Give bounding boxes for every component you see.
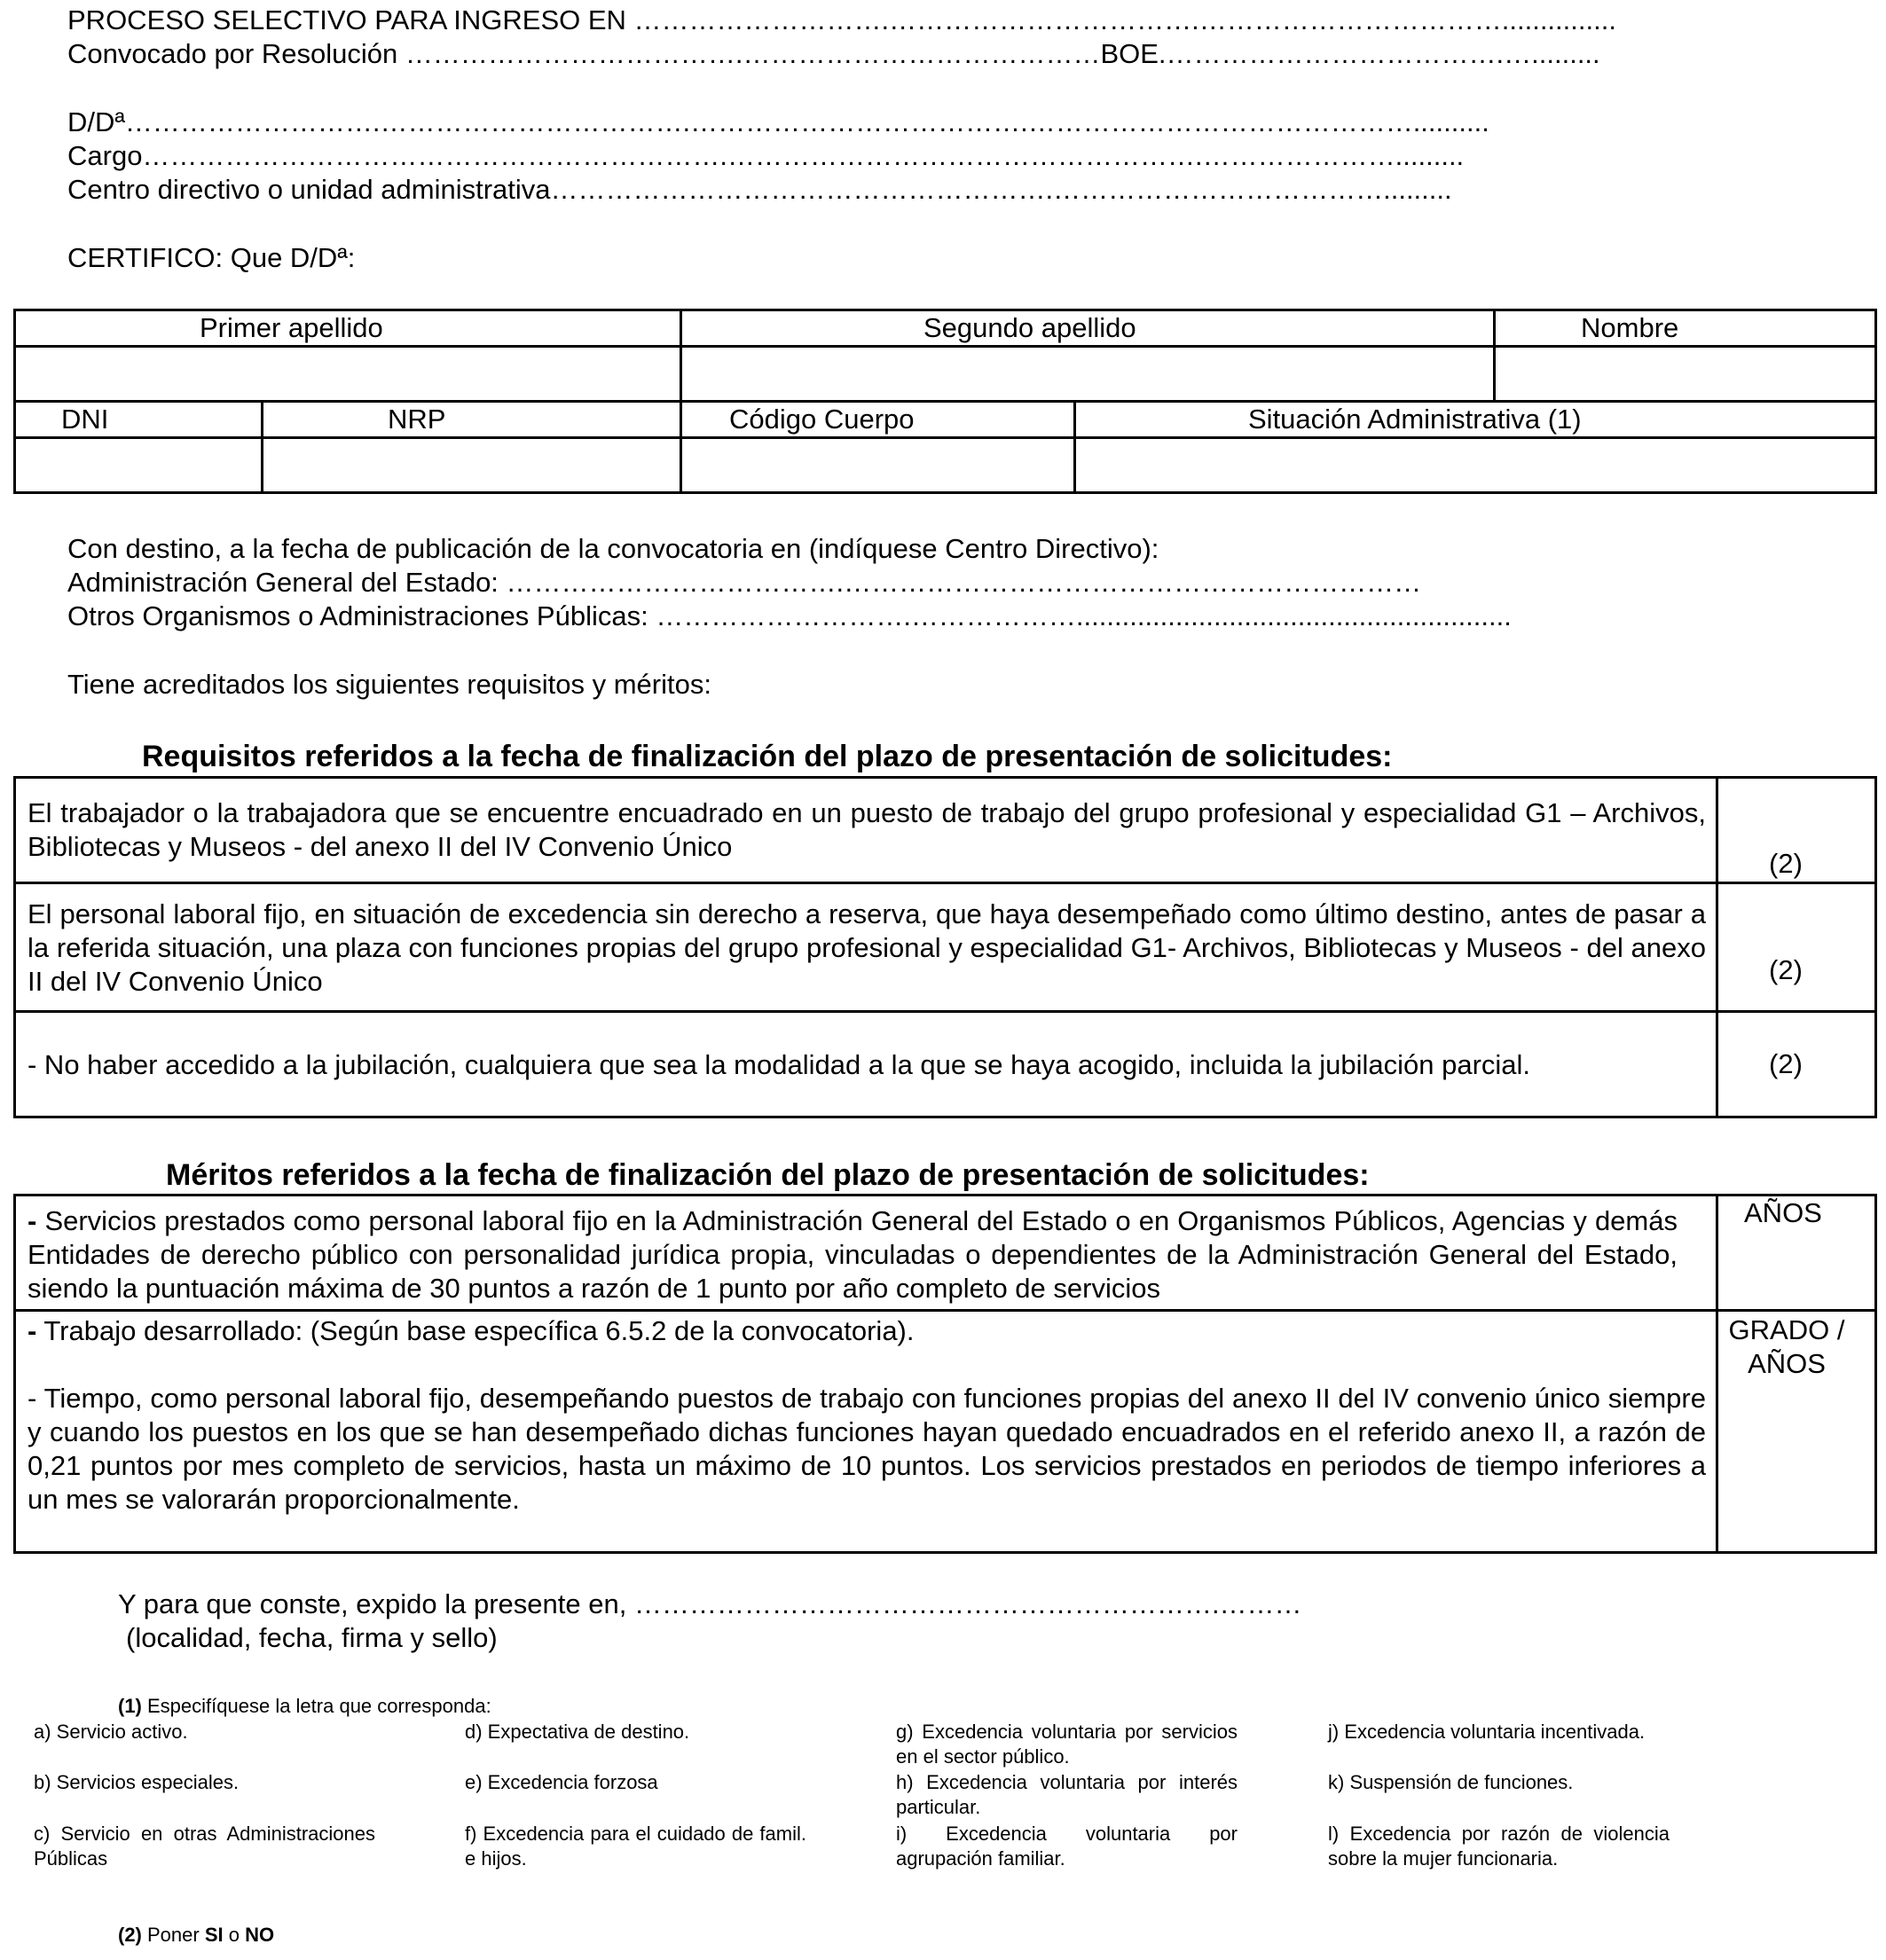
footnote-number: (2) bbox=[118, 1924, 142, 1946]
requisito-text: El personal laboral fijo, en situación de excedencia sin derecho a reserva, que haya desempeñado como último destino, antes de pasar a la referida situación, una plaza con funciones propias del grupo profesional y especialidad G1- Archivos, Bibliotecas y Museos - del anexo II del IV Convenio Único bbox=[28, 898, 1706, 997]
footnote-1 bbox=[118, 1694, 491, 1719]
merito-trabajo-text: Trabajo desarrollado: (Según base específica 6.5.2 de la convocatoria). bbox=[43, 1315, 915, 1346]
table-rule bbox=[13, 400, 1877, 403]
merito-trabajo bbox=[28, 1314, 1706, 1348]
closing-line: Y para que conste, expido la presente en, ……………………………………………………….……… bbox=[118, 1588, 1302, 1619]
primer-apellido-header: Primer apellido bbox=[200, 312, 383, 343]
situacion-option: b) Servicios especiales. bbox=[34, 1771, 240, 1793]
table-rule bbox=[1716, 1194, 1718, 1554]
table-rule bbox=[1716, 776, 1718, 1118]
situacion-option: h) Excedencia voluntaria por interés particular. bbox=[896, 1771, 1238, 1818]
dda-line: D/Dª……………………….…………………………….……………………………….…………………………………….......... bbox=[67, 106, 1489, 137]
situacion-option: d) Expectativa de destino. bbox=[465, 1721, 690, 1743]
destino-otros: Otros Organismos o Administraciones Públicas: ……………………….………………......................................................... bbox=[67, 600, 1512, 631]
table-rule bbox=[1493, 309, 1496, 403]
closing-note: (localidad, fecha, firma y sello) bbox=[126, 1622, 498, 1653]
table-rule bbox=[13, 1309, 1877, 1312]
situacion-option: e) Excedencia forzosa bbox=[465, 1771, 658, 1793]
requisito-text: - No haber accedido a la jubilación, cualquiera que sea la modalidad a la que se haya acogido, incluida la jubilación parcial. bbox=[28, 1049, 1531, 1080]
centro-line: Centro directivo o unidad administrativa……………………………………………….………………………………......... bbox=[67, 174, 1452, 205]
situacion-option: i) Excedencia voluntaria por agrupación familiar. bbox=[896, 1823, 1238, 1870]
requisito-mark: (2) bbox=[1769, 1048, 1803, 1079]
situacion-option: g) Excedencia voluntaria por servicios en el sector público. bbox=[896, 1721, 1238, 1768]
merito-tiempo-text: - Tiempo, como personal laboral fijo, desempeñando puestos de trabajo con funciones propias del anexo II del IV convenio único siempre y cuando los puestos en los que se han desempeñado dichas funciones hayan quedado encuadrados en el referido anexo II, a razón de 0,21 puntos por mes completo de servicios, hasta un máximo de 10 puntos. Los servicios prestados en periodos de tiempo inferiores a un mes se valorarán proporcionalmente. bbox=[28, 1383, 1706, 1515]
situacion-option: j) Excedencia voluntaria incentivada. bbox=[1328, 1721, 1646, 1743]
destino-age: Administración General del Estado: ……………………………….……………………………………………………… bbox=[67, 567, 1422, 598]
convocado-line: Convocado por Resolución ……………………………….…………………………………BOE.……………………………….…......... bbox=[67, 38, 1600, 69]
nrp-header: NRP bbox=[388, 404, 446, 435]
meritos-title: Méritos referidos a la fecha de finalización del plazo de presentación de solicitudes: bbox=[166, 1158, 1370, 1192]
footnote-number: (1) bbox=[118, 1695, 142, 1717]
footnote-2-text: Poner bbox=[141, 1924, 205, 1946]
table-rule bbox=[13, 1010, 1877, 1013]
segundo-apellido-header: Segundo apellido bbox=[923, 312, 1136, 343]
anos-label: AÑOS bbox=[1744, 1197, 1822, 1228]
table-rule bbox=[13, 882, 1877, 884]
merito-servicios-text: Servicios prestados como personal laboral fijo en la Administración General del Estado o en Organismos Públicos, Agencias y demás Entidades de derecho público con personalidad jurídica propia, vinculadas o dependientes de la Administración General del Estado, siendo la puntuación máxima de 30 puntos a razón de 1 punto por año completo de servicios bbox=[28, 1205, 1678, 1304]
situacion-header: Situación Administrativa (1) bbox=[1248, 404, 1582, 435]
requisito-mark: (2) bbox=[1769, 954, 1803, 985]
merito-dash: - bbox=[28, 1205, 37, 1236]
merito-servicios bbox=[28, 1204, 1678, 1305]
footnote-2-or: o bbox=[223, 1924, 246, 1946]
situacion-option: c) Servicio en otras Administraciones Públicas bbox=[34, 1823, 375, 1870]
dni-header: DNI bbox=[61, 404, 109, 435]
requisito-text: El trabajador o la trabajadora que se encuentre encuadrado en un puesto de trabajo del grupo profesional y especialidad G1 – Archivos, Bibliotecas y Museos - del anexo II del IV Convenio Único bbox=[28, 797, 1706, 862]
table-rule bbox=[680, 400, 682, 494]
certifico-line: CERTIFICO: Que D/Dª: bbox=[67, 242, 356, 273]
footnote-2 bbox=[118, 1923, 274, 1948]
acreditados-line: Tiene acreditados los siguientes requisitos y méritos: bbox=[67, 669, 711, 700]
requisitos-title: Requisitos referidos a la fecha de finalización del plazo de presentación de solicitudes: bbox=[142, 740, 1393, 773]
grado-label: GRADO / bbox=[1728, 1314, 1845, 1345]
codigo-cuerpo-header: Código Cuerpo bbox=[729, 404, 915, 435]
table-rule bbox=[13, 436, 1877, 439]
anos-label: AÑOS bbox=[1748, 1348, 1826, 1379]
cargo-line: Cargo……………………………………………………….…………………………………………….…………………......... bbox=[67, 140, 1465, 171]
no-label: NO bbox=[245, 1924, 275, 1946]
proceso-line: PROCESO SELECTIVO PARA INGRESO EN ……………………….…………………………….……………………………............... bbox=[67, 4, 1616, 35]
nombre-header: Nombre bbox=[1581, 312, 1679, 343]
table-rule bbox=[1073, 400, 1076, 494]
situacion-option: a) Servicio activo. bbox=[34, 1721, 188, 1743]
merito-dash: - bbox=[28, 1315, 37, 1346]
situacion-option: l) Excedencia por razón de violencia sobre la mujer funcionaria. bbox=[1328, 1823, 1670, 1870]
table-rule bbox=[680, 309, 682, 403]
table-rule bbox=[261, 400, 263, 494]
destino-intro: Con destino, a la fecha de publicación de la convocatoria en (indíquese Centro Directivo): bbox=[67, 533, 1159, 564]
footnote-1-text: Especifíquese la letra que corresponda: bbox=[141, 1695, 491, 1717]
situacion-option: k) Suspensión de funciones. bbox=[1328, 1771, 1574, 1793]
table-rule bbox=[13, 345, 1877, 348]
situacion-option: f) Excedencia para el cuidado de famil. e hijos. bbox=[465, 1823, 806, 1870]
requisito-mark: (2) bbox=[1769, 848, 1803, 879]
si-label: SI bbox=[204, 1924, 224, 1946]
